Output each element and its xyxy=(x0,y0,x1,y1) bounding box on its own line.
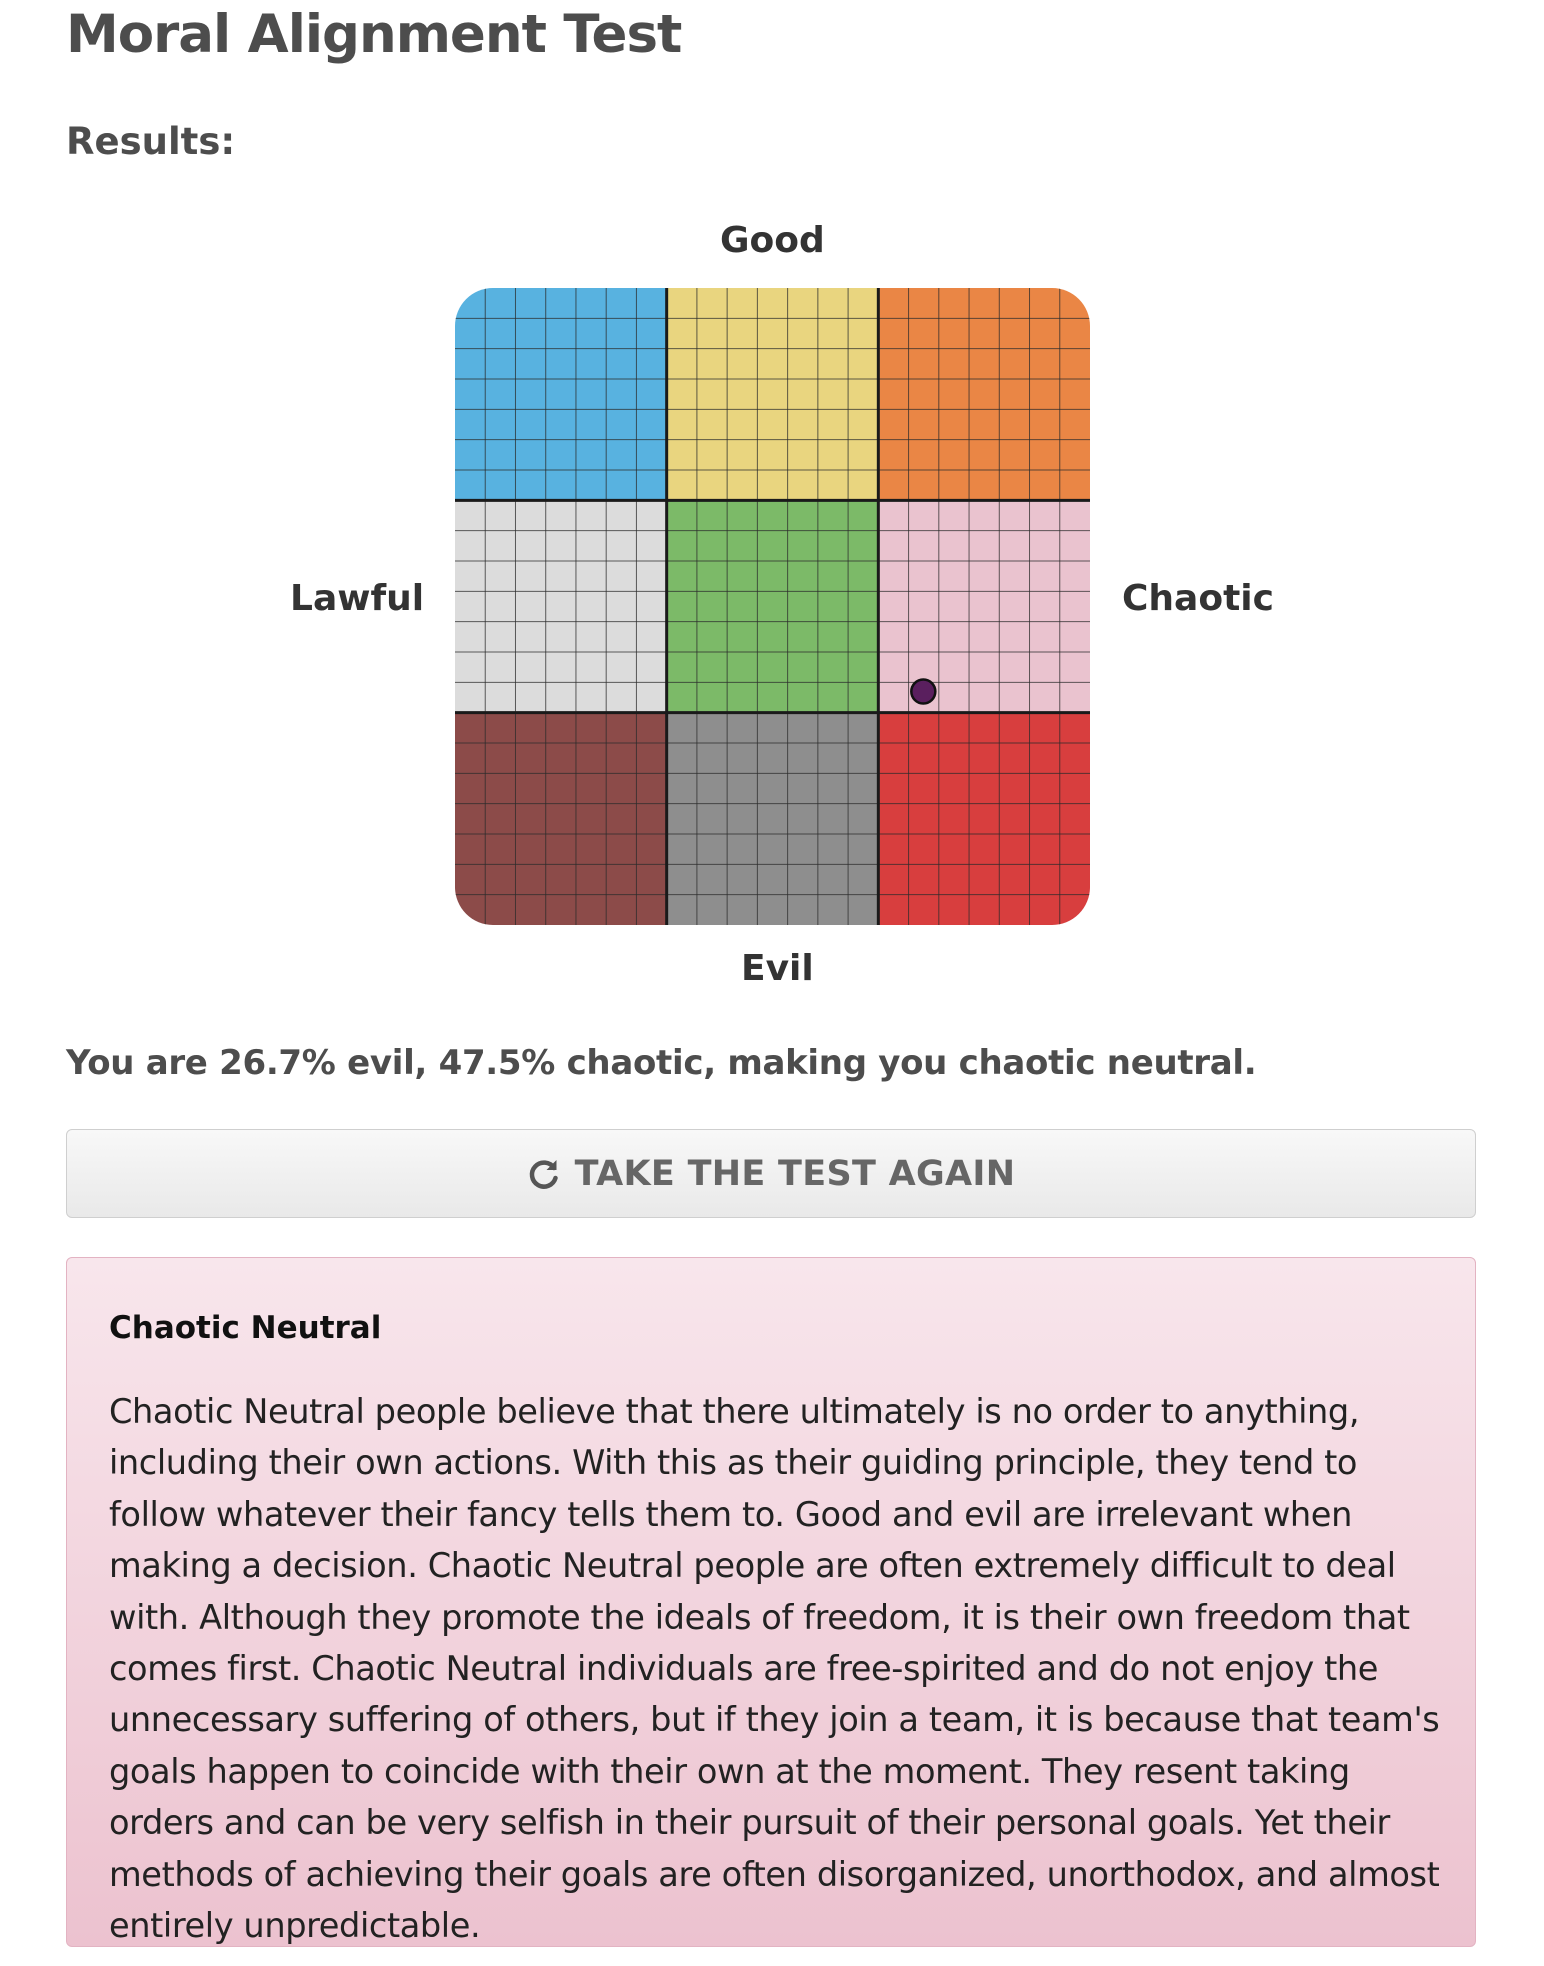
refresh-icon xyxy=(527,1157,561,1191)
page-title: Moral Alignment Test xyxy=(66,4,682,65)
alignment-cell-lawful-evil xyxy=(455,713,667,925)
axis-label-evil: Evil xyxy=(741,948,814,989)
take-test-again-label: TAKE THE TEST AGAIN xyxy=(574,1153,1016,1194)
alignment-cell-chaotic-neutral xyxy=(878,500,1090,712)
axis-label-lawful: Lawful xyxy=(290,578,425,619)
results-heading: Results: xyxy=(66,120,236,163)
alignment-cell-neutral-evil xyxy=(667,713,879,925)
take-test-again-button[interactable] xyxy=(66,1129,1476,1218)
alignment-marker xyxy=(911,680,935,704)
alignment-grid xyxy=(455,288,1090,925)
alignment-cell-neutral-good xyxy=(667,288,879,500)
alignment-cell-chaotic-evil xyxy=(878,713,1090,925)
result-summary: You are 26.7% evil, 47.5% chaotic, making you chaotic neutral. xyxy=(66,1043,1257,1083)
result-title: Chaotic Neutral xyxy=(109,1310,382,1346)
alignment-cell-chaotic-good xyxy=(878,288,1090,500)
alignment-cell-true-neutral xyxy=(667,500,879,712)
alignment-cell-lawful-good xyxy=(455,288,667,500)
axis-label-chaotic: Chaotic xyxy=(1122,578,1274,619)
result-panel xyxy=(66,1257,1476,1947)
alignment-chart xyxy=(455,288,1090,925)
result-description: Chaotic Neutral people believe that there ultimately is no order to anything, including their own actions. With this as their guiding principle, they tend to follow whatever their fancy tells them to. Good and evil are irrelevant when making a decision. Chaotic Neutral people are often extremely difficult to deal with. Although they promote the ideals of freedom, it is their own freedom that comes first. Chaotic Neutral individuals are free-spirited and do not enjoy the unnecessary suffering of others, but if they join a team, it is because that team's goals happen to coincide with their own at the moment. They resent taking orders and can be very selfish in their pursuit of their personal goals. Yet their methods of achieving their goals are often disorganized, unorthodox, and almost entirely unpredictable. xyxy=(109,1392,1440,1946)
axis-label-good: Good xyxy=(720,220,825,261)
alignment-cell-lawful-neutral xyxy=(455,500,667,712)
